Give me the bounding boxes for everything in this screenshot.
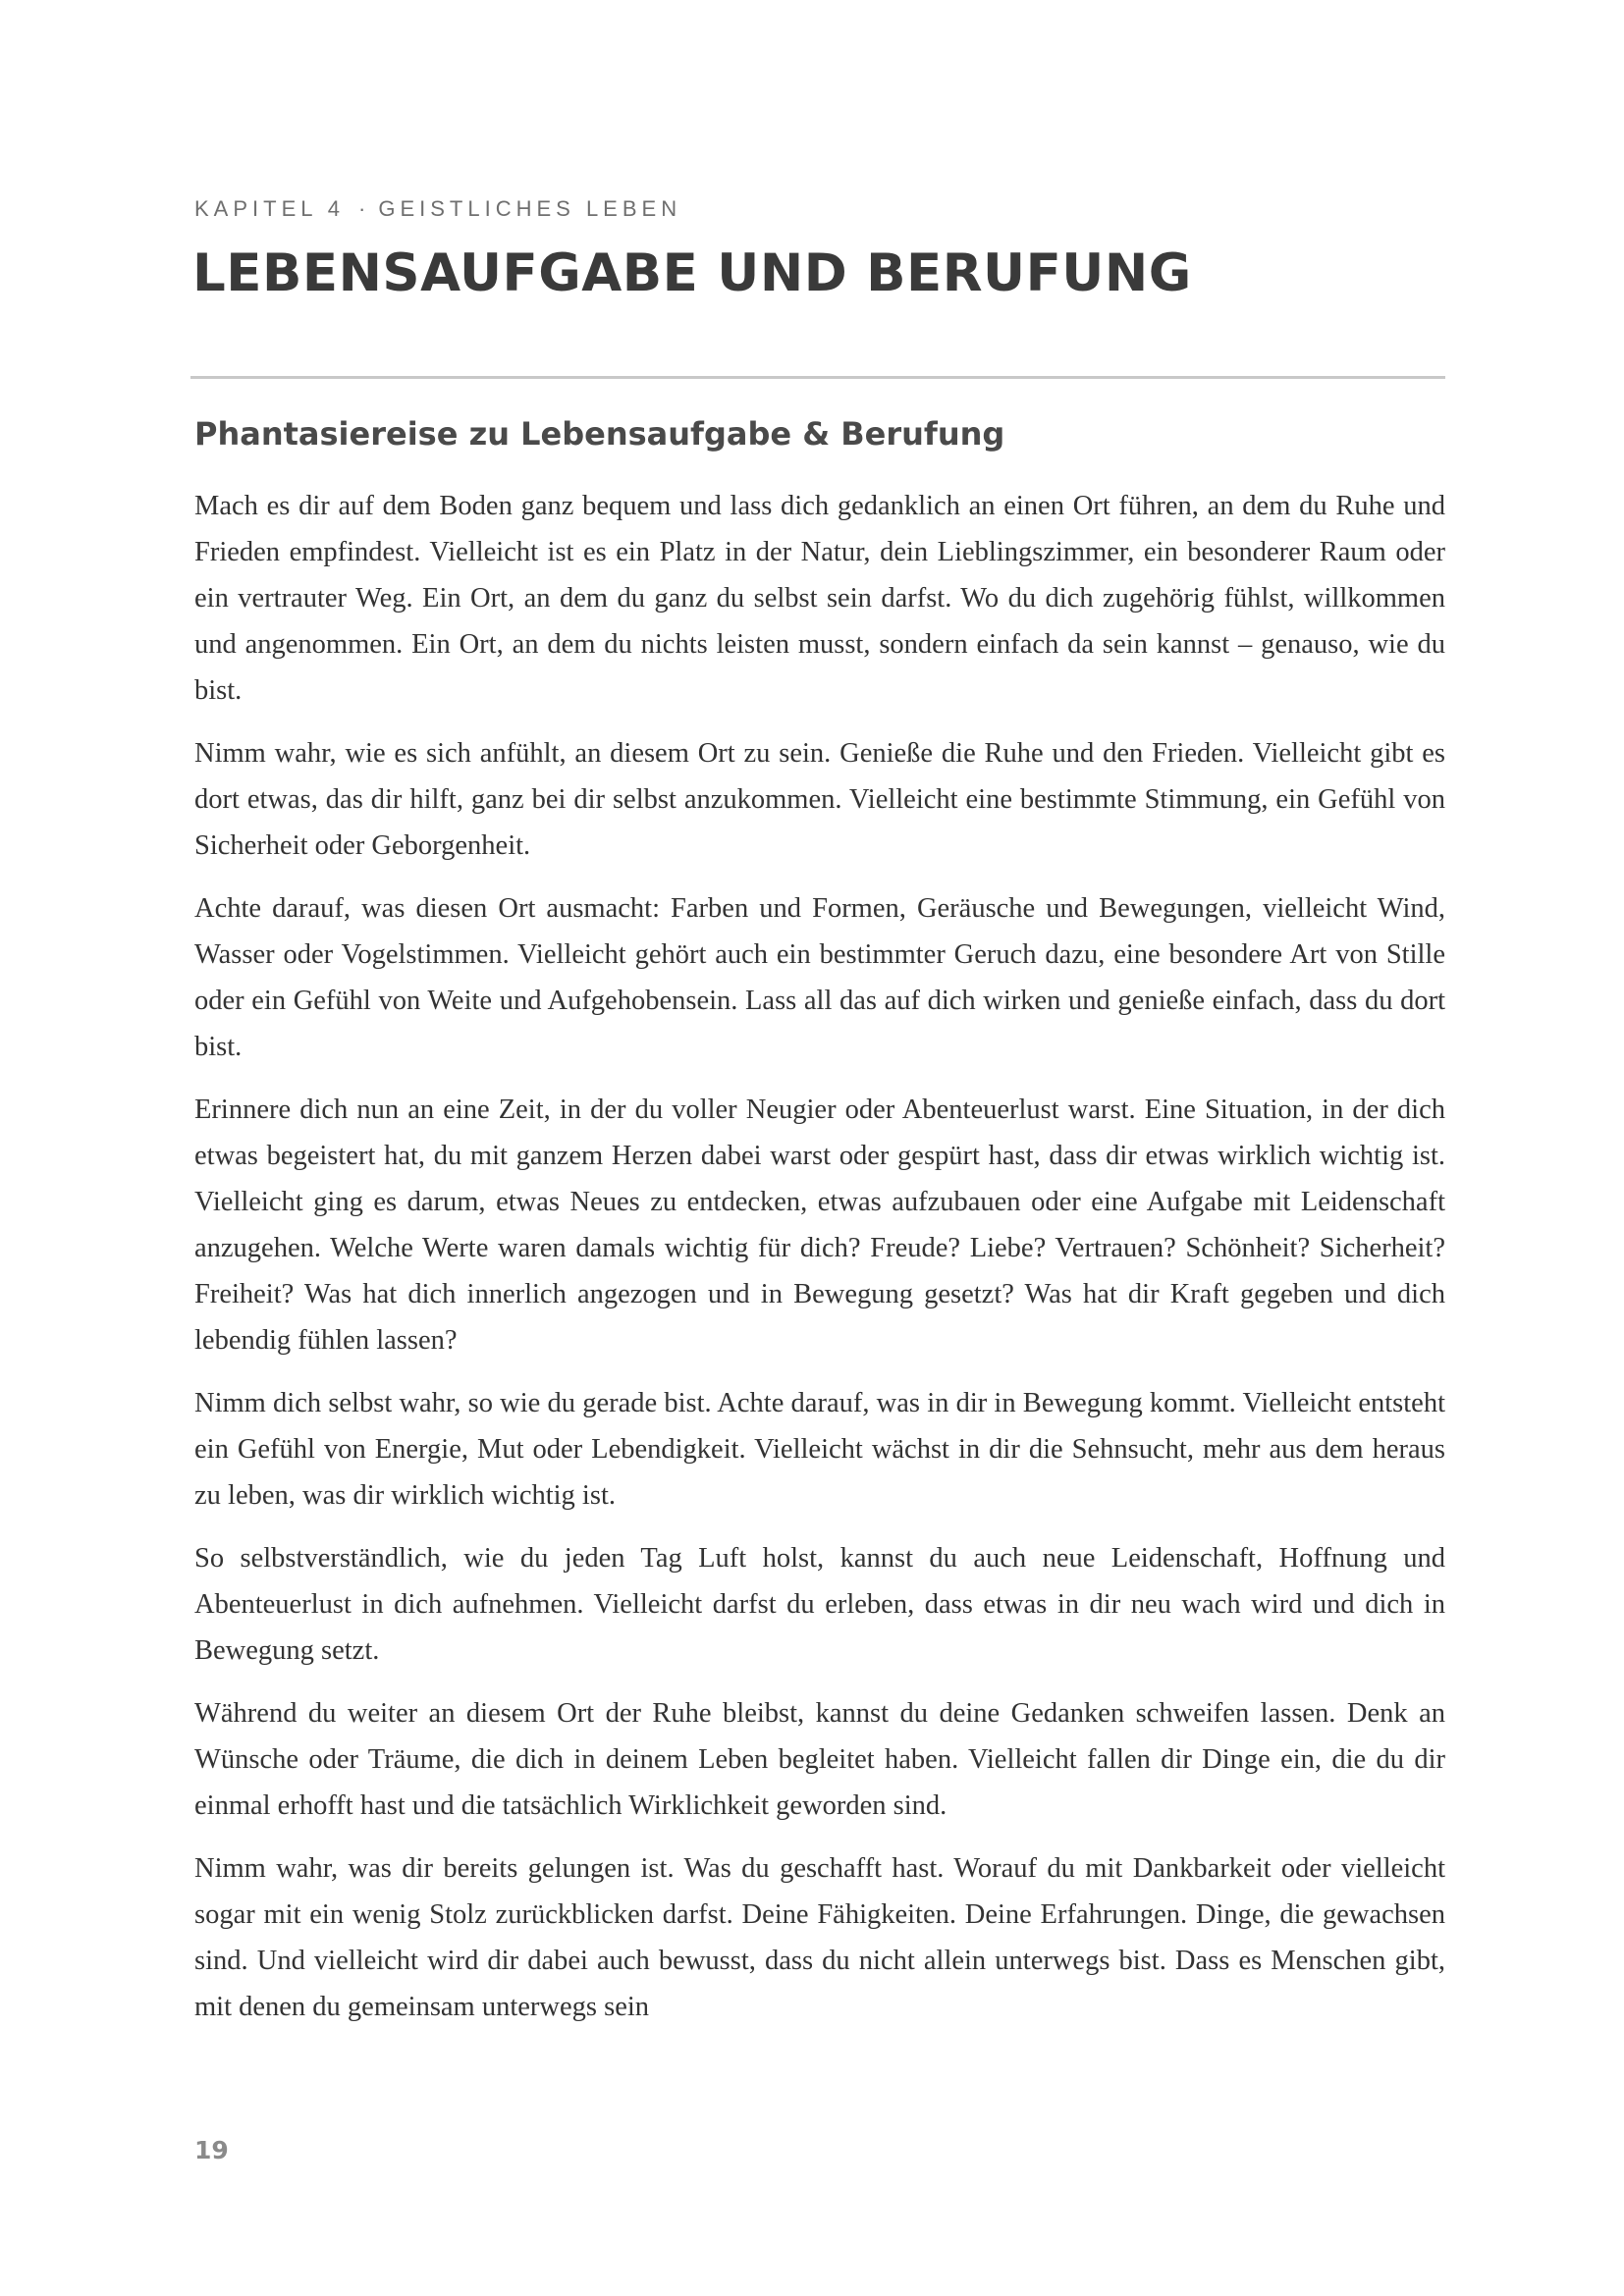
chapter-title: LEBENSAUFGABE UND BERUFUNG — [192, 243, 1192, 303]
chapter-label: KAPITEL 4 — [194, 196, 346, 221]
paragraph: Während du weiter an diesem Ort der Ruhe bleibst, kannst du deine Gedanken schweifen lassen. Denk an Wünsche oder Träume, die dich in deinem Leben begleitet haben. Vielleicht fallen dir Dinge ein, die du dir einmal erhofft hast und die tatsächlich Wirklichkeit geworden sind. — [194, 1698, 1445, 1821]
chapter-kicker — [194, 196, 681, 222]
body-text — [194, 483, 1445, 2047]
kicker-separator: · — [358, 196, 371, 221]
section-label: GEISTLICHES LEBEN — [378, 196, 682, 221]
paragraph: Erinnere dich nun an eine Zeit, in der du voller Neugier oder Abenteuerlust warst. Eine Situation, in der dich etwas begeistert hat, du mit ganzem Herzen dabei warst oder gespürt hast, dass dir etwas wirklich wichtig ist. Vielleicht ging es darum, etwas Neues zu entdecken, etwas aufzubauen oder eine Aufgabe mit Leidenschaft anzugehen. Welche Werte waren damals wichtig für dich? Freude? Liebe? Vertrauen? Schönheit? Sicherheit? Freiheit? Was hat dich innerlich angezogen und in Bewegung gesetzt? Was hat dir Kraft gegeben und dich lebendig fühlen lassen? — [194, 1095, 1445, 1356]
header-divider — [190, 376, 1445, 379]
paragraph: So selbstverständlich, wie du jeden Tag Luft holst, kannst du auch neue Leidenschaft, Hoffnung und Abenteuerlust in dich aufnehmen. Vielleicht darfst du erleben, dass etwas in dir neu wach wird und dich in Bewegung setzt. — [194, 1543, 1445, 1666]
paragraph: Nimm wahr, was dir bereits gelungen ist. Was du geschafft hast. Worauf du mit Dankbarkeit oder vielleicht sogar mit ein wenig Stolz zurückblicken darfst. Deine Fähigkeiten. Deine Erfahrungen. Dinge, die gewachsen sind. Und vielleicht wird dir dabei auch bewusst, dass du nicht allein unterwegs bist. Dass es Menschen gibt, mit denen du gemeinsam unterwegs sein — [194, 1853, 1445, 2022]
page-number: 19 — [194, 2136, 229, 2164]
paragraph: Nimm wahr, wie es sich anfühlt, an diesem Ort zu sein. Genieße die Ruhe und den Frieden. Vielleicht gibt es dort etwas, das dir hilft, ganz bei dir selbst anzukommen. Vielleicht eine bestimmte Stimmung, ein Gefühl von Sicherheit oder Geborgenheit. — [194, 738, 1445, 861]
paragraph: Achte darauf, was diesen Ort ausmacht: Farben und Formen, Geräusche und Bewegungen, vielleicht Wind, Wasser oder Vogelstimmen. Vielleicht gehört auch ein bestimmter Geruch dazu, eine besondere Art von Stille oder ein Gefühl von Weite und Aufgehobensein. Lass all das auf dich wirken und genieße einfach, dass du dort bist. — [194, 893, 1445, 1062]
section-title: Phantasiereise zu Lebensaufgabe & Berufung — [194, 415, 1005, 453]
paragraph: Nimm dich selbst wahr, so wie du gerade bist. Achte darauf, was in dir in Bewegung kommt. Vielleicht entsteht ein Gefühl von Energie, Mut oder Lebendigkeit. Vielleicht wächst in dir die Sehnsucht, mehr aus dem heraus zu leben, was dir wirklich wichtig ist. — [194, 1388, 1445, 1511]
paragraph: Mach es dir auf dem Boden ganz bequem und lass dich gedanklich an einen Ort führen, an dem du Ruhe und Frieden empfindest. Vielleicht ist es ein Platz in der Natur, dein Lieblingszimmer, ein besonderer Raum oder ein vertrauter Weg. Ein Ort, an dem du ganz du selbst sein darfst. Wo du dich zugehörig fühlst, willkommen und angenommen. Ein Ort, an dem du nichts leisten musst, sondern einfach da sein kannst – genauso, wie du bist. — [194, 491, 1445, 706]
